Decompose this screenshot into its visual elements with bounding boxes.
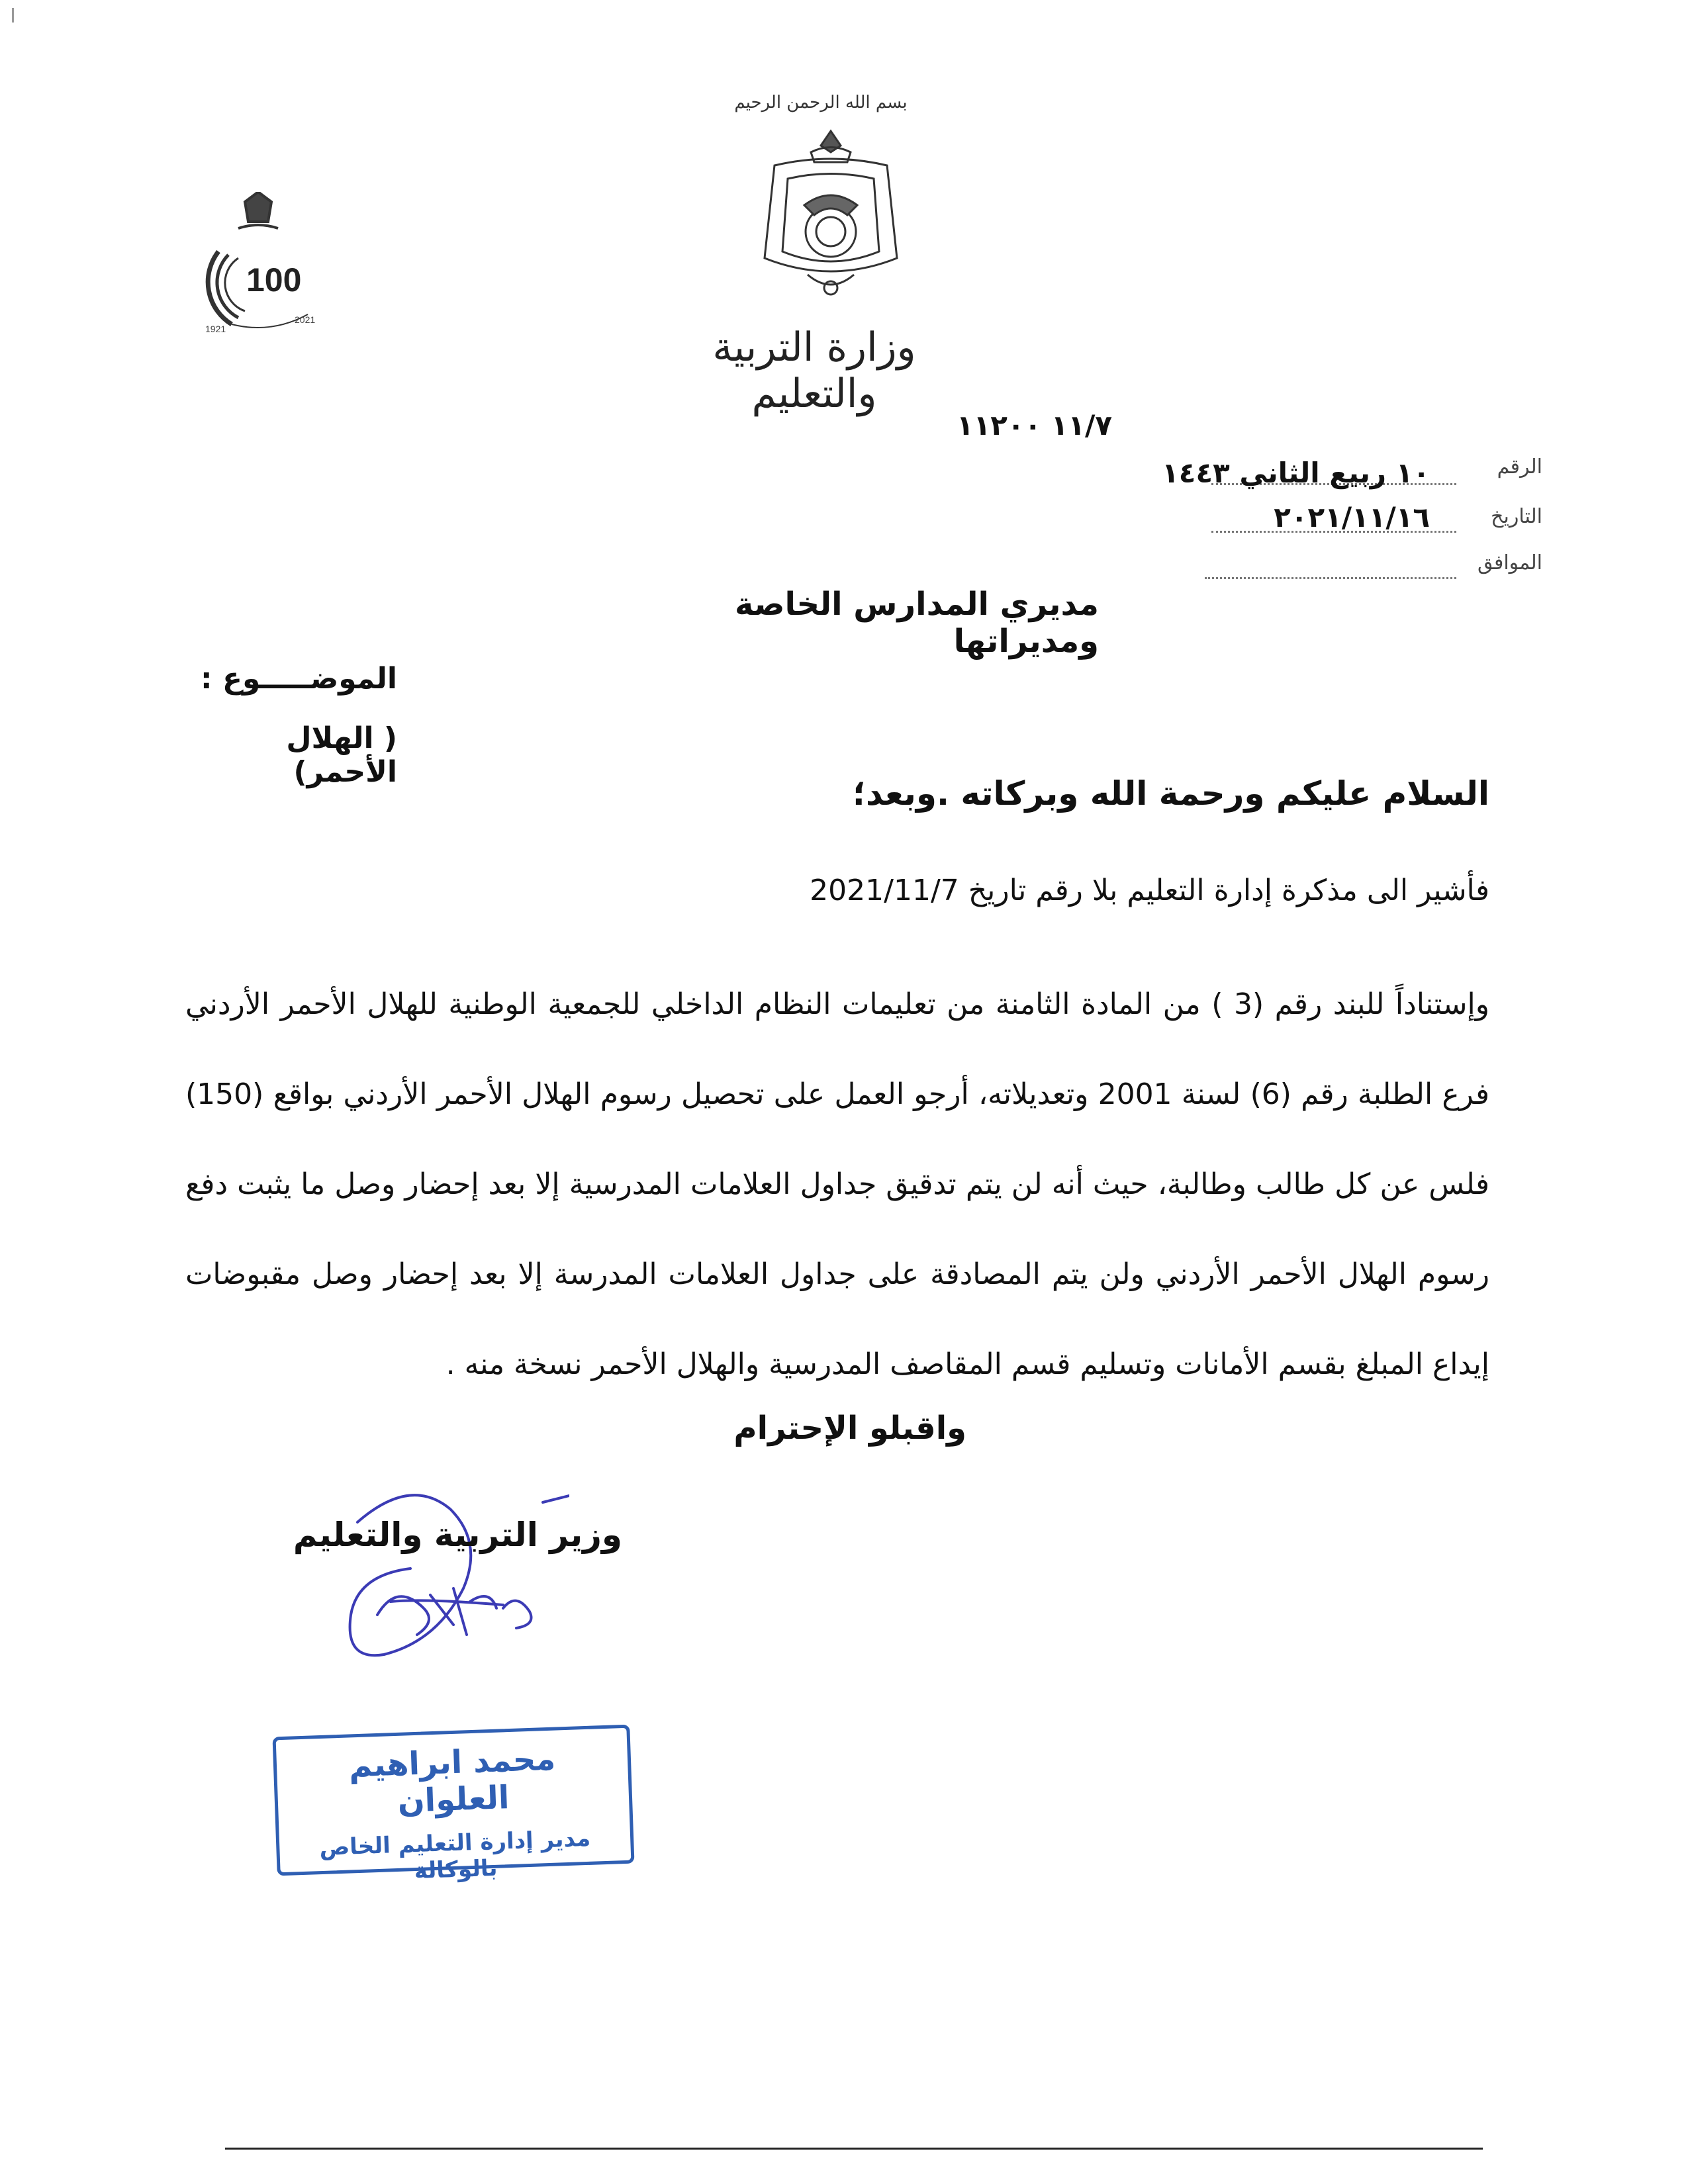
paragraph-instructions: وإستناداً للبند رقم (3 ) من المادة الثامنة من تعليمات النظام الداخلي للجمعية الوطنية للهلال الأحمر الأردني فرع الطلبة رقم (6) لسنة 2001 وتعديلاته، أرجو العمل على تحصيل رسوم الهلال الأحمر الأردني بواقع (150) فلس عن كل طالب وطالبة، حيث أنه لن يتم تدقيق جداول العلامات المدرسية إلا بعد إحضار وصل ما يثبت دفع رسوم الهلال الأحمر الأردني ولن يتم المصادقة على جداول العلامات المدرسة إلا بعد إحضار وصل مقبوضات إيداع المبلغ بقسم الأمانات وتسليم قسم المقاصف المدرسية والهلال الأحمر نسخة منه . xyxy=(185,987,1490,1381)
reference-number-label: الرقم xyxy=(1497,455,1542,478)
centennial-start-year: 1921 xyxy=(205,324,226,334)
reference-number-value: ١١/٧ ١١٢٠٠ xyxy=(956,409,1112,441)
greeting: السلام عليكم ورحمة الله وبركاته .وبعد؛ xyxy=(853,774,1489,813)
paragraph-reference-memo: فأشير الى مذكرة إدارة التعليم بلا رقم تاريخ 2021/11/7 xyxy=(810,874,1489,907)
subject-value: ( الهلال الأحمر) xyxy=(286,721,397,789)
centennial-logo-icon xyxy=(192,192,324,338)
addressee: مديري المدارس الخاصة ومديراتها xyxy=(734,586,1099,660)
footer-divider xyxy=(225,2148,1483,2150)
stamp-name: محمد ابراهيم العلوان xyxy=(348,1740,557,1820)
date-label: التاريخ xyxy=(1491,505,1542,528)
corresponding-dotted-line xyxy=(1205,576,1456,579)
scan-mark xyxy=(12,8,14,23)
corresponding-label: الموافق xyxy=(1477,551,1542,574)
ministry-name: وزارة التربية والتعليم xyxy=(712,324,916,417)
signatory-title: وزير التربية والتعليم xyxy=(293,1516,622,1554)
closing-salutation: واقبلو الإحترام xyxy=(733,1410,966,1447)
centennial-number: 100 xyxy=(246,261,302,298)
subject-label: الموضـــــوع : xyxy=(201,662,397,696)
stamp-title: مدير إدارة التعليم الخاص بالوكالة xyxy=(318,1825,591,1885)
centennial-end-year: 2021 xyxy=(295,314,316,325)
coat-of-arms-icon xyxy=(748,126,914,304)
bismillah-header: بسم الله الرحمن الرحيم xyxy=(734,93,908,113)
gregorian-date-value: ٢٠٢١/١١/١٦ xyxy=(1274,501,1430,533)
hijri-date-value: ١٠ ربيع الثاني ١٤٤٣ xyxy=(1162,457,1430,489)
official-stamp xyxy=(273,1725,635,1885)
